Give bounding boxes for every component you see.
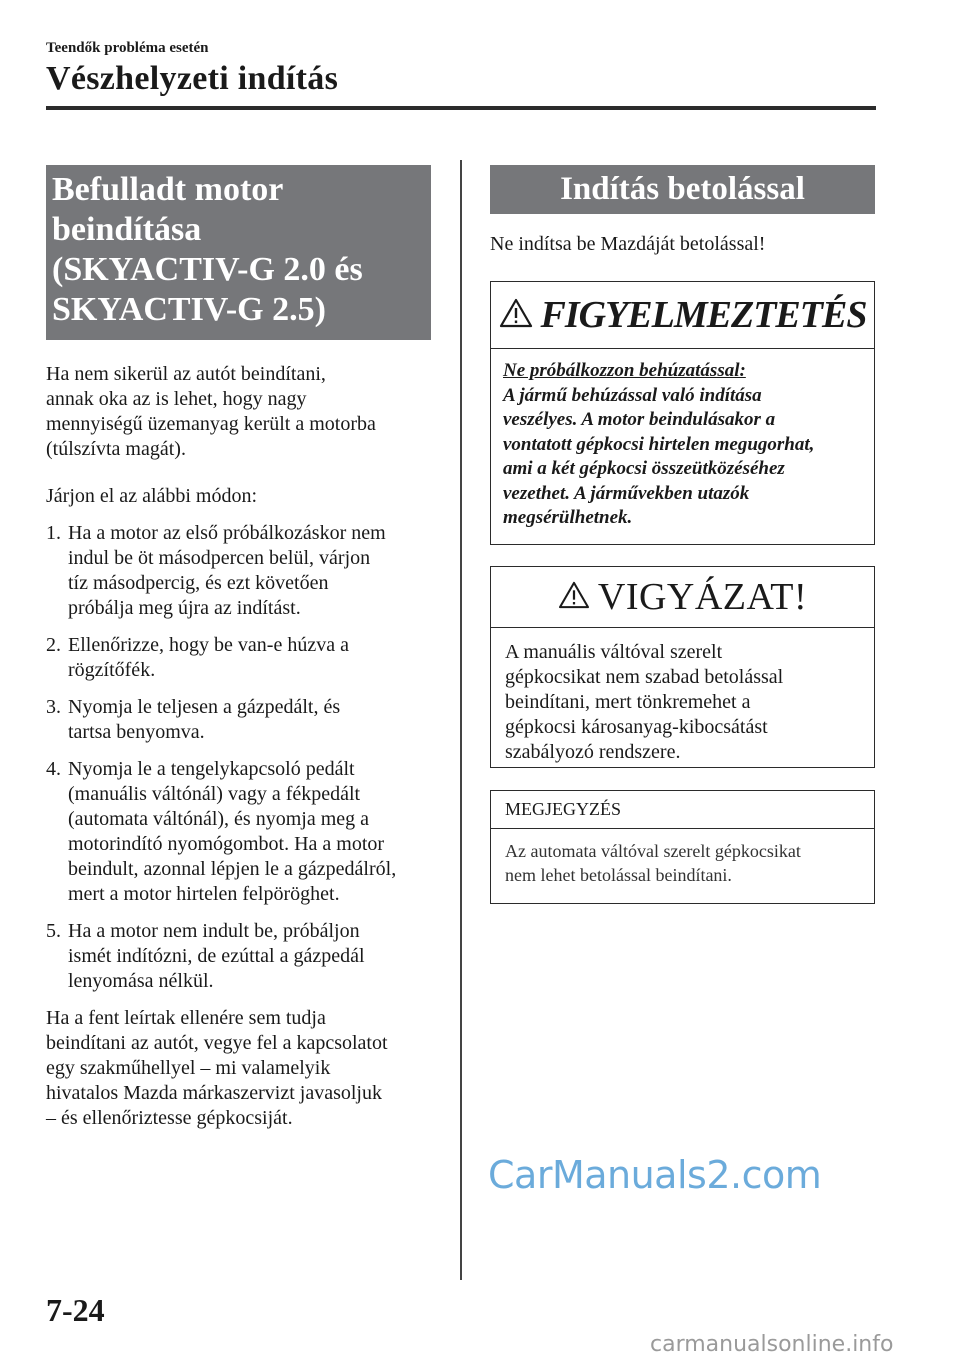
list-item	[46, 521, 431, 621]
warning-header	[491, 282, 874, 349]
text-line: mennyiségű üzemanyag került a motorba	[46, 413, 376, 435]
text-line: egy szakműhellyel – mi valamelyik	[46, 1057, 331, 1079]
text-line: tíz másodpercig, és ezt követően	[68, 572, 329, 594]
text-line: – és ellenőriztesse gépkocsiját.	[46, 1107, 293, 1129]
text-line: Ha a motor az első próbálkozáskor nem	[68, 522, 386, 544]
breadcrumb: Teendők probléma esetén	[46, 40, 209, 56]
text-line: (automata váltónál), és nyomja meg a	[68, 808, 370, 830]
section-heading-flooded-engine	[46, 165, 431, 340]
warning-triangle-icon	[499, 298, 533, 333]
text-line: próbálja meg újra az indítást.	[68, 597, 301, 619]
step-number: 2.	[46, 634, 61, 656]
caution-header	[491, 567, 874, 628]
text-line: nem lehet betolással beindítani.	[505, 865, 732, 885]
text-line: Ellenőrizze, hogy be van-e húzva a	[68, 634, 349, 656]
note-body	[491, 829, 874, 899]
intro-paragraph	[46, 362, 431, 462]
steps-list	[46, 521, 431, 994]
text-line: megsérülhetnek.	[503, 507, 633, 528]
list-item	[46, 919, 431, 994]
caution-body	[491, 628, 874, 779]
heading-line: Befulladt motor beindítása	[52, 171, 283, 248]
header-rule	[46, 106, 876, 110]
page-title: Vészhelyzeti indítás	[46, 60, 339, 97]
right-column	[490, 165, 875, 904]
text-line: ismét indítózni, de ezúttal a gázpedál	[68, 945, 365, 967]
text-line: vontatott gépkocsi hirtelen megugorhat,	[503, 433, 815, 455]
text-line: gépkocsi károsanyag-kibocsátást	[505, 716, 768, 738]
heading-line: (SKYACTIV-G 2.0 és	[52, 251, 363, 288]
text-line: beindult, azonnal lépjen le a gázpedálról,	[68, 858, 397, 880]
text-line: Nyomja le teljesen a gázpedált, és	[68, 696, 341, 718]
list-item	[46, 695, 431, 745]
column-divider	[460, 160, 462, 1280]
warning-lead: Ne próbálkozzon behúzatással:	[503, 360, 746, 381]
section-heading-push-start: Indítás betolással	[490, 165, 875, 214]
text-line: annak oka az is lehet, hogy nagy	[46, 388, 307, 410]
page-number: 7-24	[46, 1292, 105, 1328]
step-number: 1.	[46, 522, 61, 544]
note-box	[490, 790, 875, 904]
text-line: szabályozó rendszere.	[505, 741, 681, 763]
text-line: (manuális váltónál) vagy a fékpedált	[68, 783, 361, 805]
text-line: Ha nem sikerül az autót beindítani,	[46, 363, 326, 385]
text-line: Ha a fent leírtak ellenére sem tudja	[46, 1007, 326, 1029]
caution-box	[490, 566, 875, 768]
push-start-intro: Ne indítsa be Mazdáját betolással!	[490, 233, 766, 255]
left-column	[46, 165, 431, 1131]
text-line: A manuális váltóval szerelt	[505, 641, 723, 663]
list-item	[46, 757, 431, 907]
warning-triangle-icon	[558, 581, 590, 614]
text-line: Ha a motor nem indult be, próbáljon	[68, 920, 360, 942]
text-line: gépkocsikat nem szabad betolással	[505, 666, 784, 688]
proceed-text: Járjon el az alábbi módon:	[46, 485, 258, 507]
text-line: veszélyes. A motor beindulásakor a	[503, 409, 776, 430]
closing-paragraph	[46, 1006, 431, 1131]
step-number: 3.	[46, 696, 61, 718]
text-line: beindítani, mert tönkremehet a	[505, 691, 751, 713]
text-line: mert a motor hirtelen felpöröghet.	[68, 883, 340, 905]
text-line: lenyomása nélkül.	[68, 970, 214, 992]
text-line: A jármű behúzással való indítása	[503, 384, 762, 406]
text-line: (túlszívta magát).	[46, 438, 186, 460]
text-line: indul be öt másodpercen belül, várjon	[68, 547, 371, 569]
note-title: MEGJEGYZÉS	[491, 791, 874, 829]
step-number: 5.	[46, 920, 61, 942]
footer-site-link[interactable]: carmanualsonline.info	[650, 1332, 894, 1357]
watermark: CarManuals2.com	[488, 1153, 822, 1197]
text-line: hivatalos Mazda márkaszervizt javasoljuk	[46, 1082, 382, 1104]
text-line: tartsa benyomva.	[68, 721, 205, 743]
warning-title: FIGYELMEZTETÉS	[540, 294, 867, 336]
warning-box	[490, 281, 875, 545]
text-line: rögzítőfék.	[68, 659, 156, 681]
step-number: 4.	[46, 758, 61, 780]
text-line: vezethet. A járművekben utazók	[503, 482, 750, 504]
caution-title: VIGYÁZAT!	[597, 576, 808, 618]
heading-line: SKYACTIV-G 2.5)	[52, 291, 326, 328]
text-line: ami a két gépkocsi összeütközéséhez	[503, 458, 785, 479]
warning-body	[491, 349, 874, 541]
text-line: Nyomja le a tengelykapcsoló pedált	[68, 758, 355, 780]
text-line: beindítani az autót, vegye fel a kapcsolatot	[46, 1032, 388, 1054]
text-line: motorindító nyomógombot. Ha a motor	[68, 833, 385, 855]
list-item	[46, 633, 431, 683]
text-line: Az automata váltóval szerelt gépkocsikat	[505, 841, 801, 861]
